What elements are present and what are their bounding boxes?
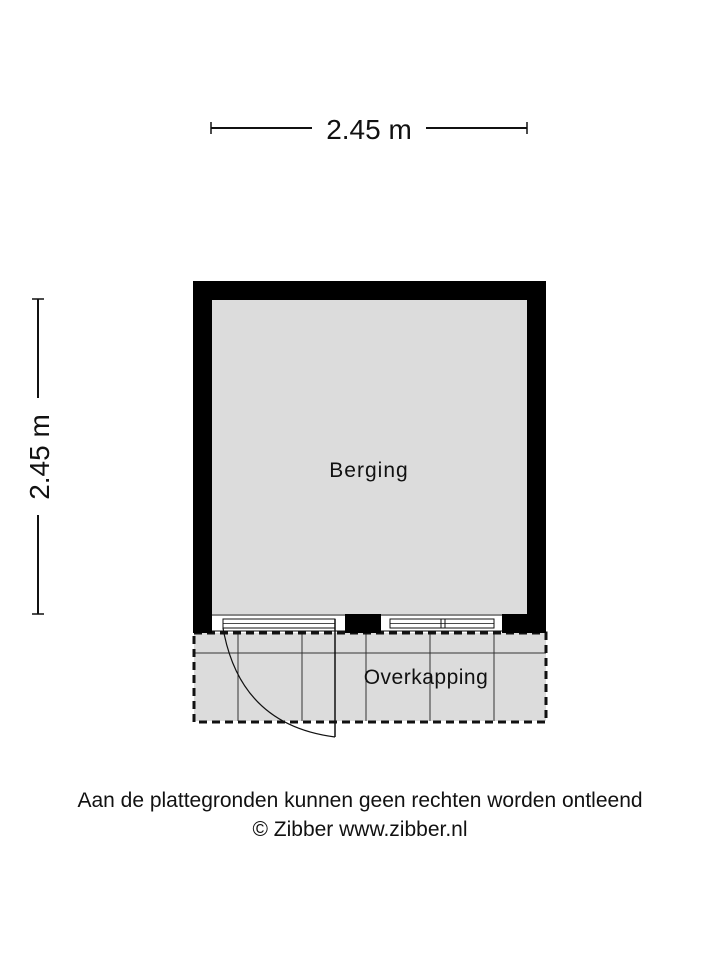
copyright-text: © Zibber www.zibber.nl — [252, 818, 468, 841]
wall-pillar — [345, 614, 381, 633]
window — [381, 615, 502, 631]
disclaimer-text: Aan de plattegronden kunnen geen rechten worden ontleend — [77, 789, 643, 812]
width-dimension — [211, 114, 527, 145]
width-label: 2.45 m — [326, 114, 412, 145]
height-dimension — [24, 299, 55, 614]
overkapping-area — [194, 633, 546, 722]
room-label-overkapping: Overkapping — [363, 666, 489, 689]
room-label-berging: Berging — [329, 459, 409, 482]
berging-room — [193, 281, 546, 633]
height-label: 2.45 m — [24, 414, 55, 500]
